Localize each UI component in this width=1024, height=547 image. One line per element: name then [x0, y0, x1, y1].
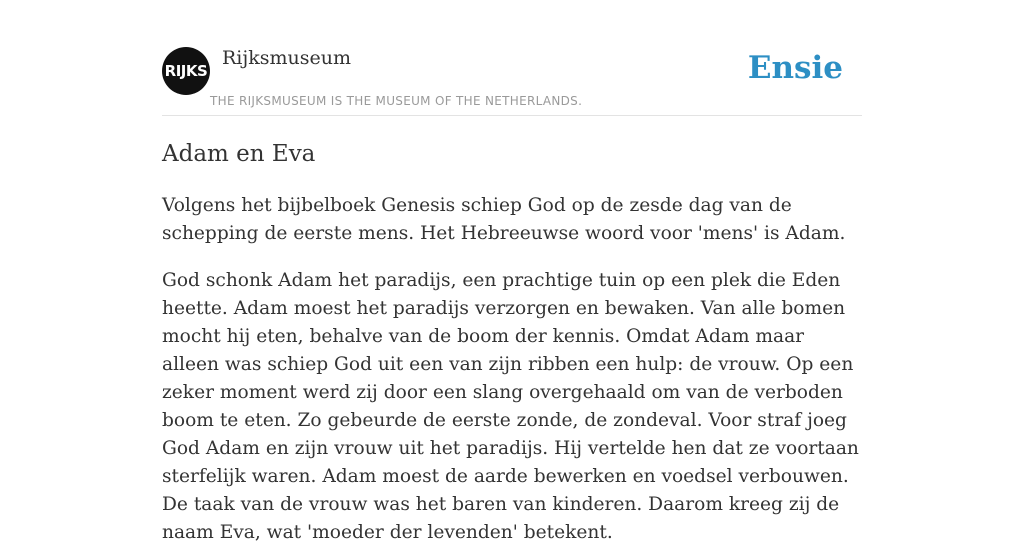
- article: [162, 138, 862, 547]
- article-paragraph: God schonk Adam het paradijs, een prachtige tuin op een plek die Eden heette. Adam moest het paradijs verzorgen en bewaken. Van alle bomen mocht hij eten, behalve van de boom der kennis. Omdat Adam maar alleen was schiep God uit een van zijn ribben een hulp: de vrouw. Op een zeker moment werd zij door een slang overgehaald om van de verboden boom te eten. Zo gebeurde de eerste zonde, de zondeval. Voor straf joeg God Adam en zijn vrouw uit het paradijs. Hij vertelde hen dat ze voortaan sterfelijk waren. Adam moest de aarde bewerken en voedsel verbouwen. De taak van de vrouw was het baren van kinderen. Daarom kreeg zij de naam Eva, wat 'moeder der levenden' betekent.: [162, 270, 859, 543]
- article-title: Adam en Eva: [162, 141, 316, 167]
- source-tagline: THE RIJKSMUSEUM IS THE MUSEUM OF THE NETHERLANDS.: [210, 94, 583, 108]
- article-paragraph: Volgens het bijbelboek Genesis schiep God op de zesde dag van de schepping de eerste mens. Het Hebreeuwse woord voor 'mens' is Adam.: [162, 195, 846, 244]
- header-divider: [162, 115, 862, 116]
- page-header: [162, 44, 862, 116]
- source-name[interactable]: Rijksmuseum: [222, 47, 352, 69]
- ensie-logo[interactable]: Ensie: [747, 50, 843, 86]
- rijksmuseum-logo[interactable]: RIJKS: [162, 47, 210, 95]
